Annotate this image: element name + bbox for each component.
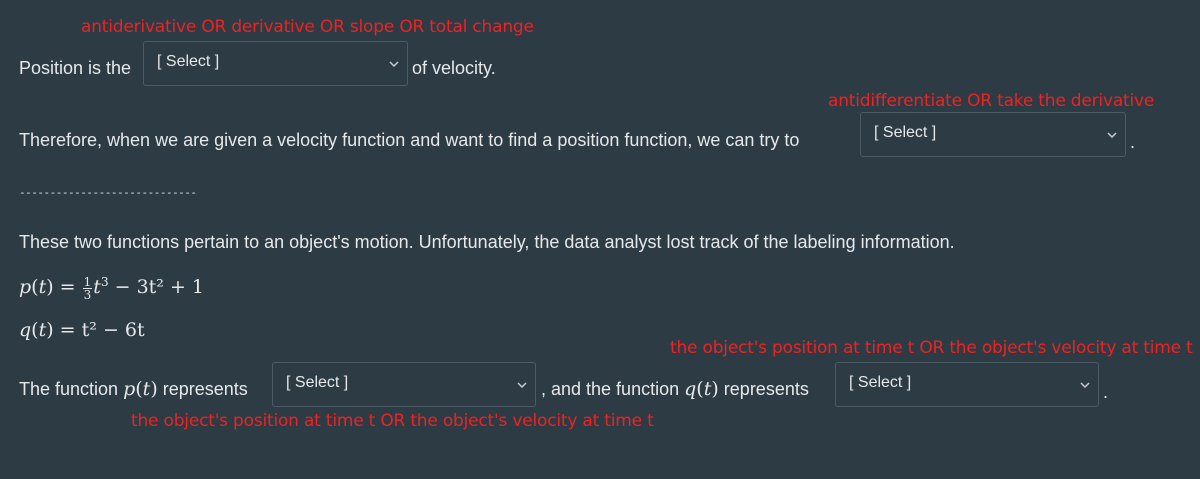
chevron-down-icon (1107, 132, 1117, 138)
p-symbol: p (19, 276, 32, 298)
hint-q3-bottom: the object's position at time t OR the object's velocity at time t (131, 411, 654, 431)
equation-q: q(t) = t² − 6t (19, 319, 145, 341)
intro-text: These two functions pertain to an object's motion. Unfortunately, the data analyst lost track of the labeling information. (19, 232, 955, 252)
hint-q3-top: the object's position at time t OR the object's velocity at time t (670, 338, 1193, 358)
q2-suffix: . (1130, 132, 1136, 152)
q3-suffix: . (1103, 382, 1109, 402)
q-fn: q (684, 378, 697, 400)
p-fn: p (123, 378, 136, 400)
dashed-divider: ----------------------------- (19, 186, 197, 199)
dropdown-value: [ Select ] (874, 124, 937, 141)
dropdown-value: [ Select ] (286, 374, 349, 391)
fraction: $\frac{1}{3}$ (83, 275, 92, 302)
dropdown-value: [ Select ] (157, 53, 220, 70)
hint-q2: antidifferentiate OR take the derivative (828, 91, 1155, 111)
q-arg: t (38, 319, 47, 341)
function-q-dropdown[interactable] (835, 362, 1099, 407)
q1-suffix: of velocity. (412, 58, 496, 78)
q1-prefix: Position is the (19, 58, 132, 78)
position-relation-dropdown[interactable] (143, 41, 408, 86)
function-p-dropdown[interactable] (272, 362, 536, 407)
operation-dropdown[interactable] (860, 112, 1126, 157)
dropdown-value: [ Select ] (849, 374, 912, 391)
q2-prefix: Therefore, when we are given a velocity function and want to find a position function, we can try to (19, 130, 800, 150)
q-symbol: q (19, 319, 32, 341)
q3-middle: , and the function q(t) represents (541, 378, 809, 400)
equation-p: p(t) = $\frac{1}{3}$ $t^3 - 3t^2 + 1$ (19, 275, 205, 302)
chevron-down-icon (517, 382, 527, 388)
chevron-down-icon (1080, 382, 1090, 388)
q-rhs: t² − 6t (81, 319, 145, 341)
p-arg: t (38, 276, 47, 298)
chevron-down-icon (389, 61, 399, 67)
p-rest: − 3t² + 1 (114, 276, 205, 298)
hint-q1: antiderivative OR derivative OR slope OR total change (81, 17, 534, 37)
q3-prefix: The function p(t) represents (19, 378, 248, 400)
